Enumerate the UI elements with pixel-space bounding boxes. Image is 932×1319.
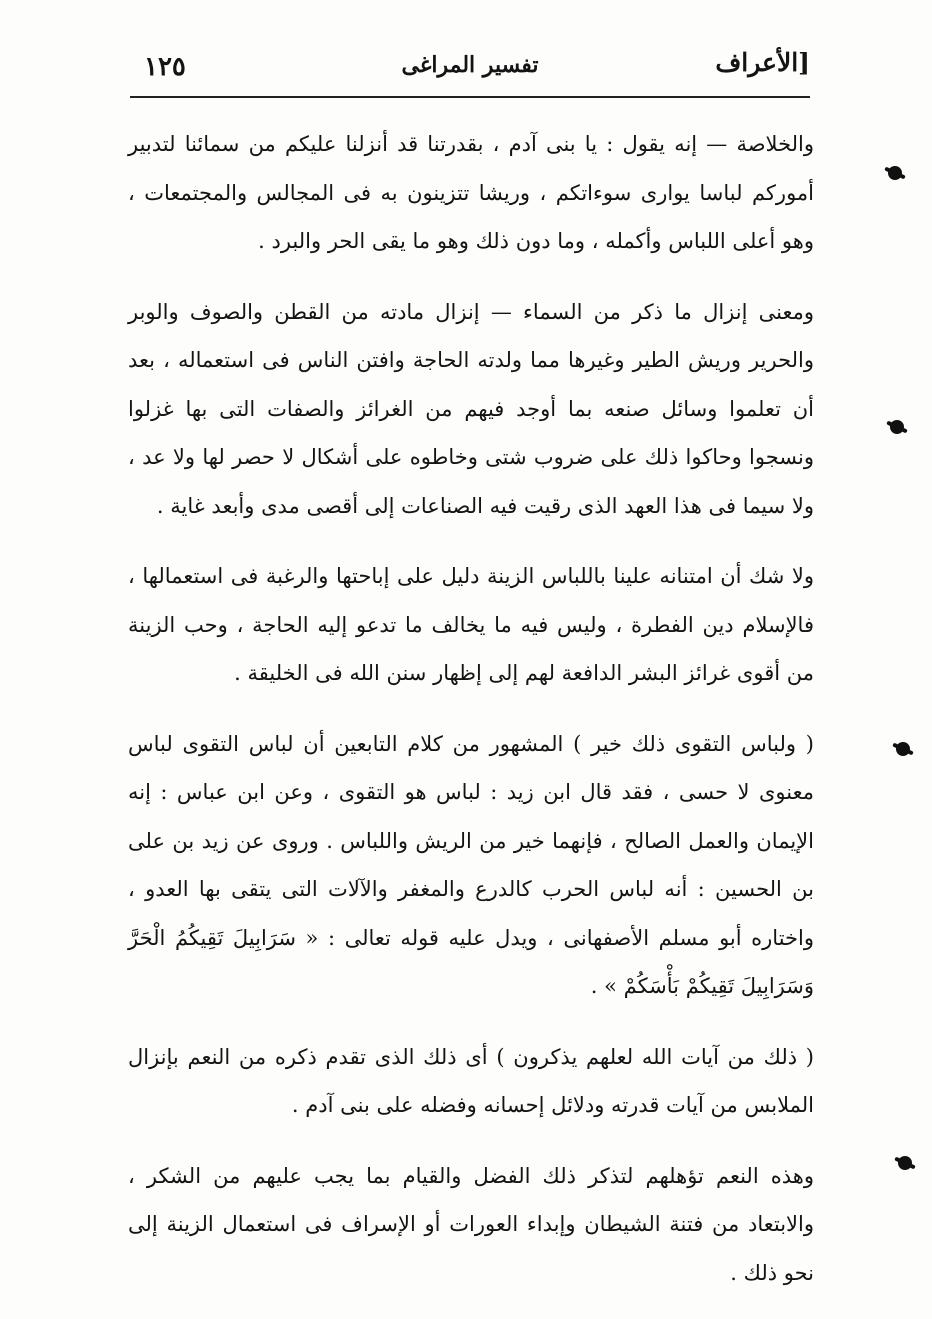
- paragraph-blessings: وهذه النعم تؤهلهم لتذكر ذلك الفضل والقيام بما يجب عليهم من الشكر ، والابتعاد من فتنة الشيطان وإبداء العورات أو الإسراف فى استعمال الزينة إلى نحو ذلك .: [128, 1163, 814, 1285]
- margin-ink-mark: [888, 166, 902, 180]
- paragraph-adornment: ولا شك أن امتنانه علينا باللباس الزينة دليل على إباحتها والرغبة فى استعمالها ، فالإسلام دين الفطرة ، وليس فيه ما يخالف ما تدعو إليه الحاجة ، وحب الزينة من أقوى غرائز البشر الدافعة لهم إلى إظهار سنن الله فى الخليقة .: [128, 564, 814, 685]
- paragraph-summary: والخلاصة — إنه يقول : يا بنى آدم ، بقدرتنا قد أنزلنا عليكم من سمائنا لتدبير أموركم لباسا يوارى سوءاتكم ، وريشا تتزينون به فى المجالس والمجتمعات ، وهو أعلى اللباس وأكمله ، وما دون ذلك وهو ما يقى الحر والبرد .: [128, 132, 814, 253]
- paragraph-signs-of-god: ( ذلك من آيات الله لعلهم يذكرون ) أى ذلك الذى تقدم ذكره من النعم بإنزال الملابس من آيات قدرته ودلائل إحسانه وفضله على بنى آدم .: [128, 1044, 814, 1117]
- header-rule: [130, 96, 810, 98]
- page-body: [128, 120, 814, 1319]
- book-title: تفسير المراغى: [401, 52, 539, 78]
- margin-ink-mark: [898, 1156, 912, 1170]
- paragraph-sending-down: ومعنى إنزال ما ذكر من السماء — إنزال مادته من القطن والصوف والوبر والحرير وريش الطير وغيرها مما ولدته الحاجة وافتن الناس فى استعماله ، بعد أن تعلموا وسائل صنعه بما أوجد فيهم من الغرائز والصفات التى بها غزلوا ونسجوا وحاكوا ذلك على ضروب شتى وخاطوه على أشكال لا حصر لها ولا عد ، ولا سيما فى هذا العهد الذى رقيت فيه الصناعات إلى أقصى مدى وأبعد غاية .: [128, 299, 814, 518]
- margin-ink-mark: [896, 742, 910, 756]
- page-number: ١٢٥: [144, 52, 186, 82]
- page-header: [130, 42, 810, 102]
- surah-name: الأعراف]: [715, 48, 810, 77]
- margin-ink-mark: [890, 420, 904, 434]
- paragraph-garment-of-piety: ( ولباس التقوى ذلك خير ) المشهور من كلام التابعين أن لباس التقوى لباس معنوى لا حسى ، فقد قال ابن زيد : لباس هو التقوى ، وعن ابن عباس : إنه الإيمان والعمل الصالح ، فإنهما خير من الريش واللباس . وروى عن زيد بن على بن الحسين : أنه لباس الحرب كالدرع والمغفر والآلات التى يتقى بها العدو ، واختاره أبو مسلم الأصفهانى ، ويدل عليه قوله تعالى : « سَرَابِيلَ تَقِيكُمُ الْحَرَّ وَسَرَابِيلَ تَقِيكُمْ بَأْسَكُمْ » .: [128, 731, 814, 998]
